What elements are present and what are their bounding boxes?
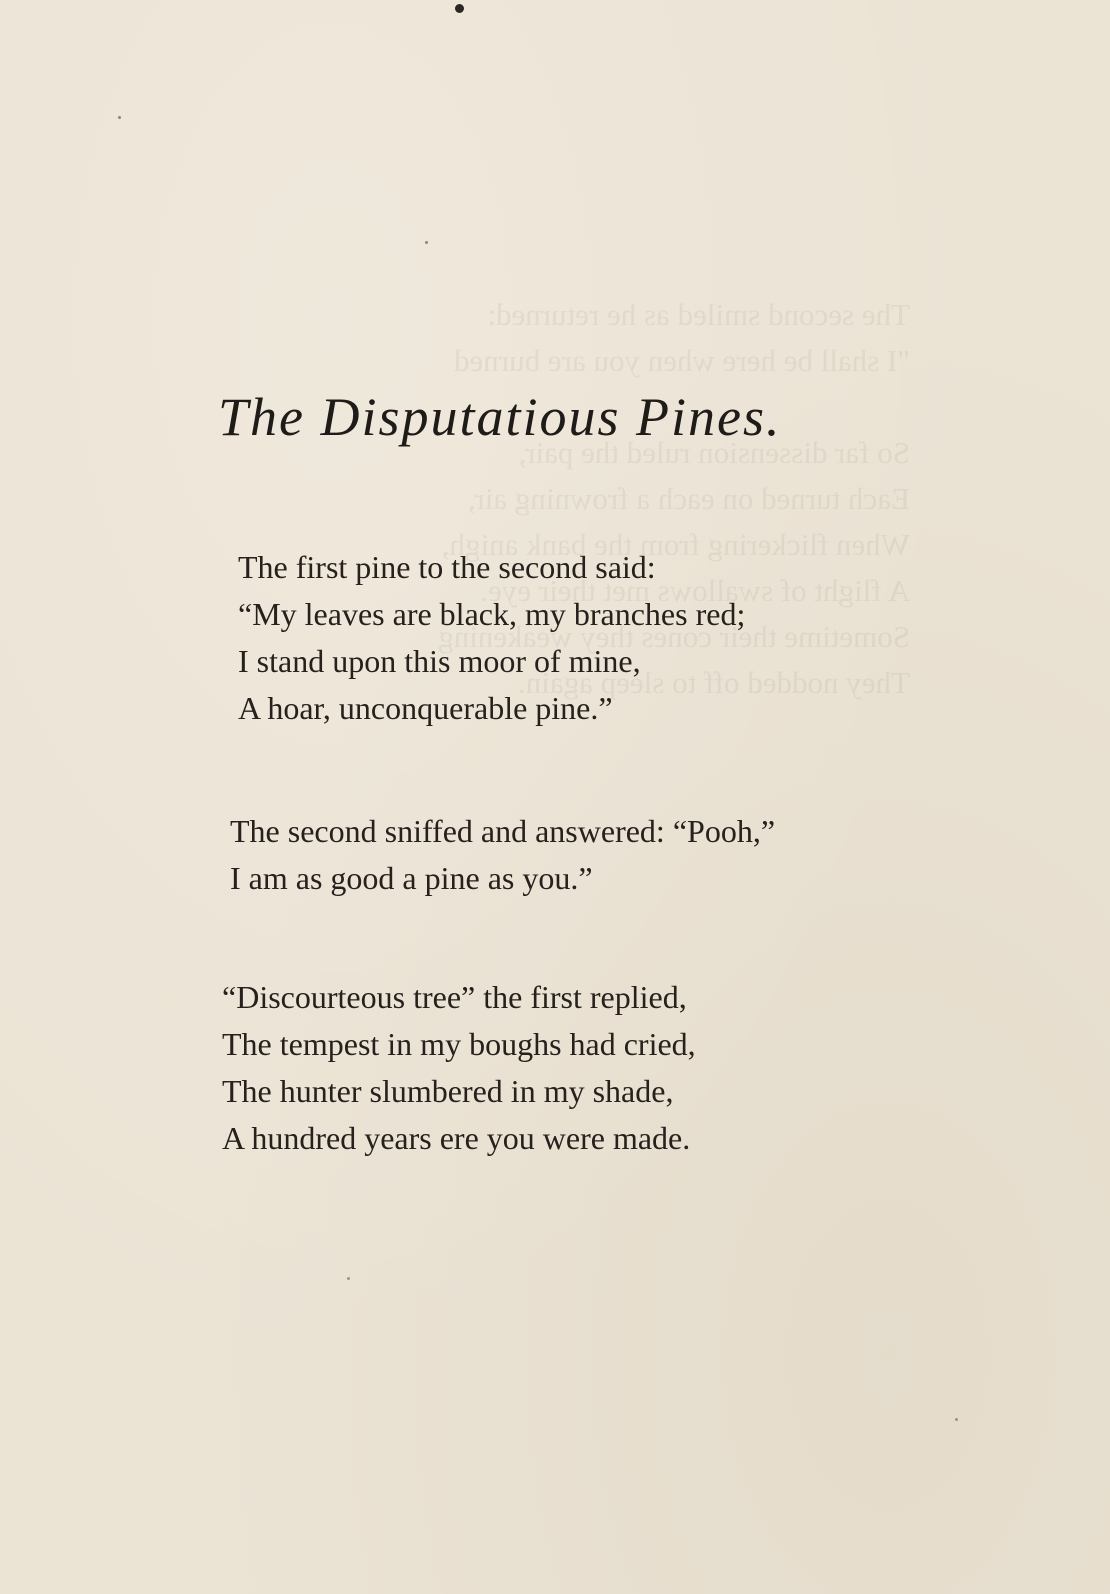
poem-line: A hoar, unconquerable pine.” bbox=[238, 690, 613, 726]
stanza-1 bbox=[238, 544, 745, 732]
ink-speck bbox=[425, 241, 428, 244]
bleed-through-texture: The second smiled as he returned: "I shall be here when you are burned So far dissension ruled the pair, Each turned on each a frowning air, When flickering from the bank anigh, A flight of swallows met their eye. Sometime their cones they weakening They nodded off to sleep again. bbox=[438, 297, 910, 700]
ink-speck bbox=[455, 4, 464, 13]
poem-line: “Discourteous tree” the first replied, bbox=[222, 979, 687, 1015]
poem-title: The Disputatious Pines. bbox=[218, 387, 782, 447]
stanza-3 bbox=[222, 974, 696, 1162]
ink-speck bbox=[118, 116, 121, 119]
poem-line: The tempest in my boughs had cried, bbox=[222, 1026, 696, 1062]
stanza-2 bbox=[230, 808, 775, 902]
poem-line: The hunter slumbered in my shade, bbox=[222, 1073, 674, 1109]
poem-line: A hundred years ere you were made. bbox=[222, 1120, 691, 1156]
poem-line: The first pine to the second said: bbox=[238, 549, 656, 585]
ink-speck bbox=[955, 1418, 958, 1421]
poem-line: “My leaves are black, my branches red; bbox=[238, 596, 746, 632]
poem-line: I am as good a pine as you.” bbox=[230, 860, 593, 896]
poem-line: I stand upon this moor of mine, bbox=[238, 643, 641, 679]
ink-speck bbox=[347, 1277, 350, 1280]
poem-line: The second sniffed and answered: “Pooh,” bbox=[230, 813, 776, 849]
